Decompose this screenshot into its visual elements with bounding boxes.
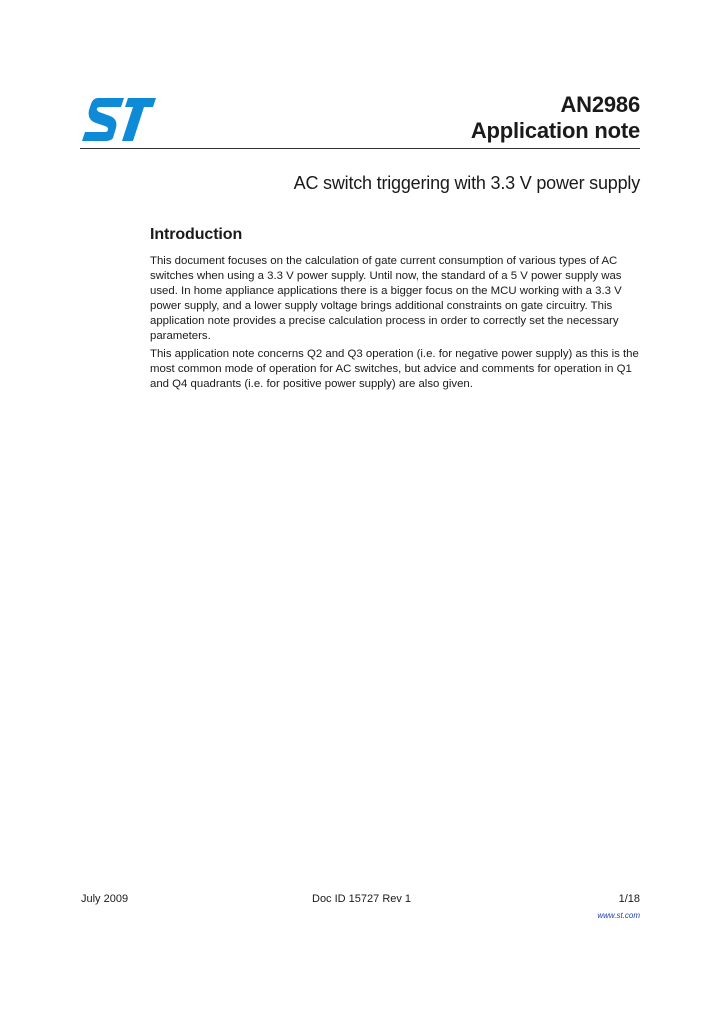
intro-paragraph-2: This application note concerns Q2 and Q3 operation (i.e. for negative power supply) as this is the most common mode of operation for AC switches, but advice and comments for operation in Q1 and Q4 quadrants (i.e. for positive power supply) are also given. (150, 348, 639, 390)
document-title: AC switch triggering with 3.3 V power supply (293, 173, 640, 193)
document-type: Application note (470, 118, 640, 143)
footer-doc-id: Doc ID 15727 Rev 1 (312, 893, 412, 905)
section-heading-introduction: Introduction (150, 226, 243, 243)
intro-paragraph-1: This document focuses on the calculation of gate current consumption of various types of AC switches when using a 3.3 V power supply. Until now, the standard of a 5 V power supply was used. In home appliance applications there is a bigger focus on the MCU working with a 3.3 V power supply, and a lower supply voltage brings additional constraints on gate circuitry. This application note provides a precise calculation process in order to correctly set the necessary parameters. (150, 255, 622, 342)
footer-date: July 2009 (81, 893, 129, 905)
st-logo-icon (80, 96, 158, 142)
document-number: AN2986 (560, 92, 640, 117)
header-divider (80, 148, 640, 149)
footer-website-link[interactable]: www.st.com (597, 911, 640, 920)
footer-page-number: 1/18 (618, 893, 640, 905)
